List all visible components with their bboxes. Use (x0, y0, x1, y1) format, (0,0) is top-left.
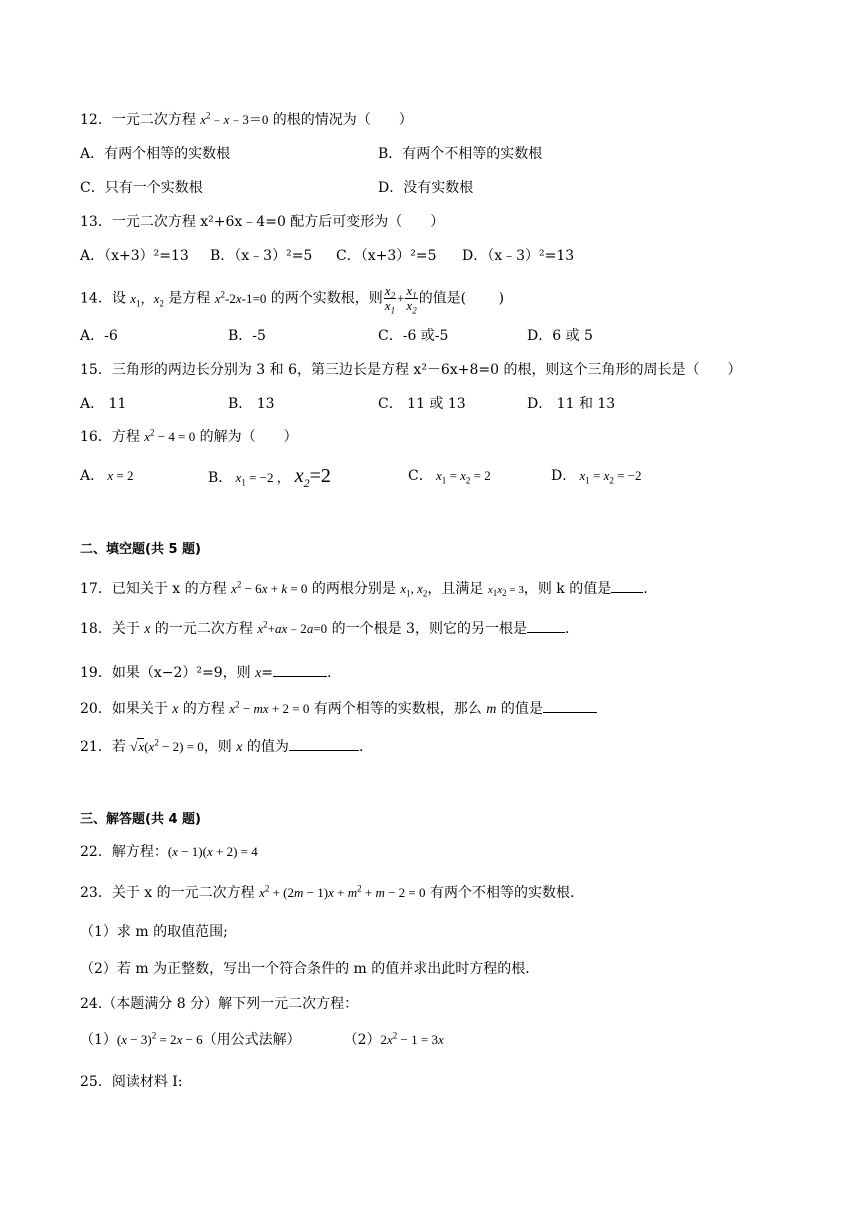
option-b: B． 13 (228, 396, 275, 412)
option-d: D． $x_1 = x_2 = -2$ (551, 468, 642, 486)
question-12: 12．一元二次方程 $x^2﹣x﹣3=0$ 的根的情况为（ ） (80, 110, 413, 128)
option-d: D．6 或 5 (527, 328, 593, 344)
section-heading: 三、解答题(共 4 题) (80, 812, 201, 827)
option-a: A．有两个相等的实数根 (80, 146, 231, 162)
fraction: $\frac{x_1}{x_2}$ (406, 283, 417, 316)
option-d: D． 11 和 13 (527, 396, 616, 412)
option-b: B．有两个不相等的实数根 (378, 146, 543, 162)
option-b: B．-5 (228, 328, 266, 344)
question-15: 15．三角形的两边长分别为 3 和 6，第三边长是方程 x²－6x+8=0 的根，则这个三角形的周长是（ ） (80, 362, 742, 378)
option-a: A．（x+3）²=13 (80, 248, 189, 264)
option-b: B． $x_1 = -2$ ， $x_2=2$ (208, 465, 331, 490)
option-d: D．没有实数根 (378, 180, 474, 196)
question-18: 18．关于 x 的一元二次方程 $x^2+ax﹣2a=0$ 的一个根是 3，则它的另一根是 . (80, 619, 570, 637)
question-22: 22．解方程：(x − 1)(x + 2) = 4 (80, 844, 258, 860)
option-b: B．（x﹣3）²=5 (210, 248, 313, 264)
option-d: D．（x﹣3）²=13 (462, 248, 575, 264)
equation: $x^2﹣x﹣3=0$ (200, 110, 269, 127)
answer-blank[interactable] (543, 698, 597, 713)
question-23: 23．关于 x 的一元二次方程 $x^2 + (2m - 1)x + m^2 + m - 2 = 0$ 有两个不相等的实数根. (80, 883, 575, 901)
question-21: 21．若 $√x(x^2 - 2) = 0$，则 x 的值为 . (80, 737, 364, 755)
option-c: C．-6 或-5 (378, 328, 449, 344)
option-a: A． x = 2 (80, 468, 134, 484)
question-25: 25．阅读材料 I: (80, 1074, 183, 1090)
answer-blank[interactable] (527, 618, 565, 633)
question-13: 13．一元二次方程 x²+6x﹣4=0 配方后可变形为（ ） (80, 214, 445, 230)
section-heading: 二、填空题(共 5 题) (80, 542, 201, 557)
option-c: C．只有一个实数根 (80, 180, 203, 196)
question-20: 20．如果关于 x 的方程 $x^2$ − mx + 2 = 0 有两个相等的实数根，那么 m 的值是 (80, 698, 597, 720)
option-a: A．-6 (80, 328, 118, 344)
answer-blank[interactable] (289, 736, 359, 751)
option-a: A． 11 (80, 396, 127, 412)
question-16: 16．方程 $x^2 - 4 = 0$ 的解为（ ） (80, 427, 298, 445)
question-23-part-2: （2）若 m 为正整数，写出一个符合条件的 m 的值并求出此时方程的根. (80, 961, 530, 977)
question-17: 17．已知关于 x 的方程 $x^2 - 6x + k = 0$ 的两根分别是 $x_1$, $x_2$，且满足 $x_1x_2 = 3$，则 k 的值是 . (80, 579, 648, 599)
option-c: C． $x_1 = x_2 = 2$ (408, 468, 491, 486)
question-14: 14．设 $x_1$，$x_2$ 是方程 $x^2-2x-1=0$ 的两个实数根，则 $\frac{x_2}{x_1}$ + $\frac{x_1}{x_2}$ 的值是( ) (80, 283, 505, 316)
answer-blank[interactable] (611, 578, 643, 593)
fraction: $\frac{x_2}{x_1}$ (384, 283, 396, 316)
question-24-parts: $(1)(x - 3)^2 = 2x - 6$（用公式法解） $(2)2x^2 - 1 = 3x$ (80, 1030, 444, 1048)
question-23-part-1: （1）求 m 的取值范围; (80, 924, 228, 940)
option-c: C． 11 或 13 (378, 396, 466, 412)
question-19: 19．如果（x−2）²=9，则 x= . (80, 662, 331, 684)
question-24: 24.（本题满分 8 分）解下列一元二次方程： (80, 996, 359, 1012)
answer-blank[interactable] (273, 662, 327, 677)
option-c: C．（x+3）²=5 (336, 248, 437, 264)
